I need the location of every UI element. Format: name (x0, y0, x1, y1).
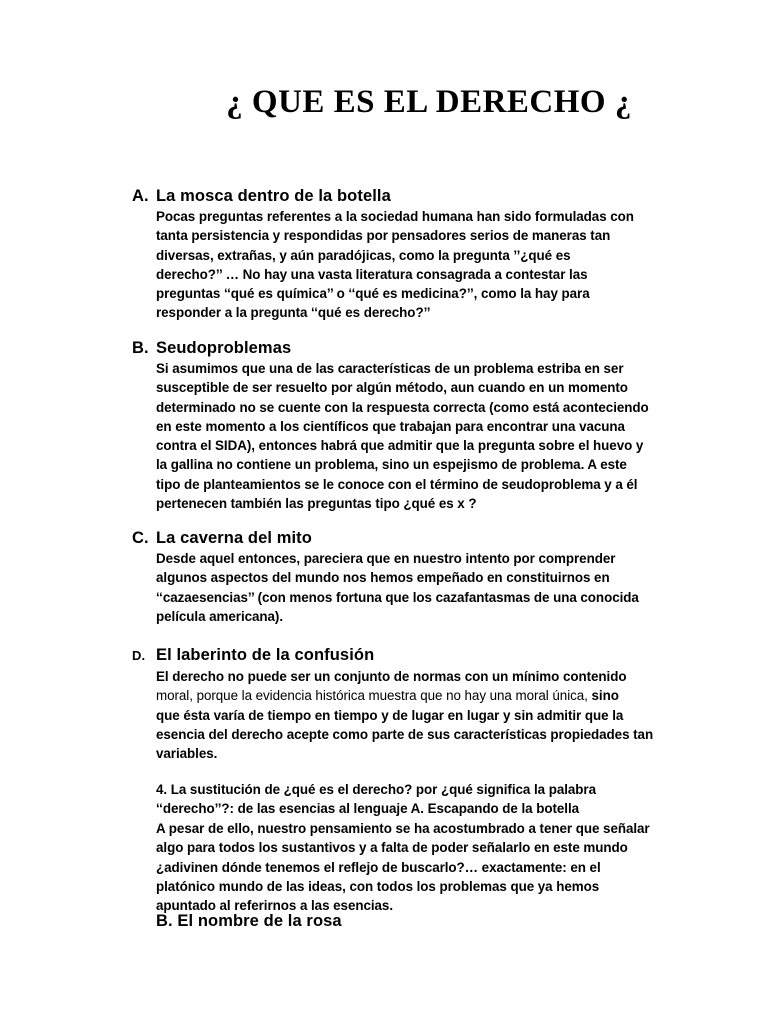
section-paragraph: Pocas preguntas referentes a la sociedad humana han sido formuladas con tanta persistencia y respondidas por pensadores serios de maneras tan diversas, extrañas, y aún paradójicas, como la pregunta ’’¿qué es derecho?’’ … No hay una vasta literatura consagrada a contestar las preguntas ‘‘qué es química’’ o ‘‘qué es medicina?’’, como la hay para responder a la pregunta ‘‘qué es derecho?’’ (156, 209, 634, 321)
section-letter: D. (132, 648, 146, 663)
section-d (132, 645, 672, 763)
section-paragraph: Desde aquel entonces, pareciera que en nuestro intento por comprender algunos aspectos del mundo nos hemos empeñado en constituirnos en ‘‘cazaesencias’’ (con menos fortuna que los cazafantasmas de una conocida película americana). (156, 551, 639, 624)
section-heading-final: B. El nombre de la rosa (156, 912, 342, 930)
section-paragraph: Si asumimos que una de las características de un problema estriba en ser susceptible de ser resuelto por algún método, aun cuando en un momento determinado no se cuente con la respuesta correcta (como está aconteciendo en este momento a los científicos que trabajan para encontrar una vacuna contra el SIDA), entonces habrá que admitir que la pregunta sobre el huevo y la gallina no contiene un problema, sino un espejismo de problema. A este tipo de planteamientos se le conoce con el término de seudoproblema y a él pertenecen también las preguntas tipo ¿qué es x ? (156, 361, 649, 512)
section-heading (132, 186, 672, 206)
section-title: La mosca dentro de la botella (156, 187, 391, 205)
paragraph-part-regular: moral, porque la evidencia histórica muestra que no hay una moral única, (156, 688, 588, 704)
section-c (132, 528, 672, 626)
item-4-paragraph: A pesar de ello, nuestro pensamiento se ha acostumbrado a tener que señalar algo para todos los sustantivos y a falta de poder señalarlo en este mundo ¿adivinen dónde tenemos el reflejo de buscarlo?… exactamente: en el platónico mundo de las ideas, con todos los problemas que ya hemos apuntado al referirnos a las esencias. (156, 821, 650, 914)
section-letter: B. (132, 339, 149, 357)
section-heading (132, 645, 672, 666)
item-4-heading: 4. La sustitución de ¿qué es el derecho? por ¿qué significa la palabra ‘‘derecho’’?: de las esencias al lenguaje A. Escapando de la botella (156, 782, 596, 817)
section-title: Seudoproblemas (156, 339, 292, 357)
paragraph-part: sino que ésta varía de tiempo en tiempo y de lugar en lugar y sin admitir que la esencia del derecho acepte como parte de sus características propiedades tan variables. (156, 688, 654, 762)
section-title: La caverna del mito (156, 529, 312, 547)
section-title: El laberinto de la confusión (156, 646, 375, 664)
page-title: ¿ QUE ES EL DERECHO ¿ (226, 84, 632, 120)
paragraph-part: El derecho no puede ser un conjunto de normas con un mínimo contenido (156, 669, 627, 684)
section-paragraph (156, 667, 672, 763)
section-b (132, 338, 672, 513)
section-letter: A. (132, 187, 149, 205)
section-letter: C. (132, 529, 149, 547)
section-heading (132, 528, 672, 548)
section-a (132, 186, 672, 323)
section-heading (132, 338, 672, 358)
